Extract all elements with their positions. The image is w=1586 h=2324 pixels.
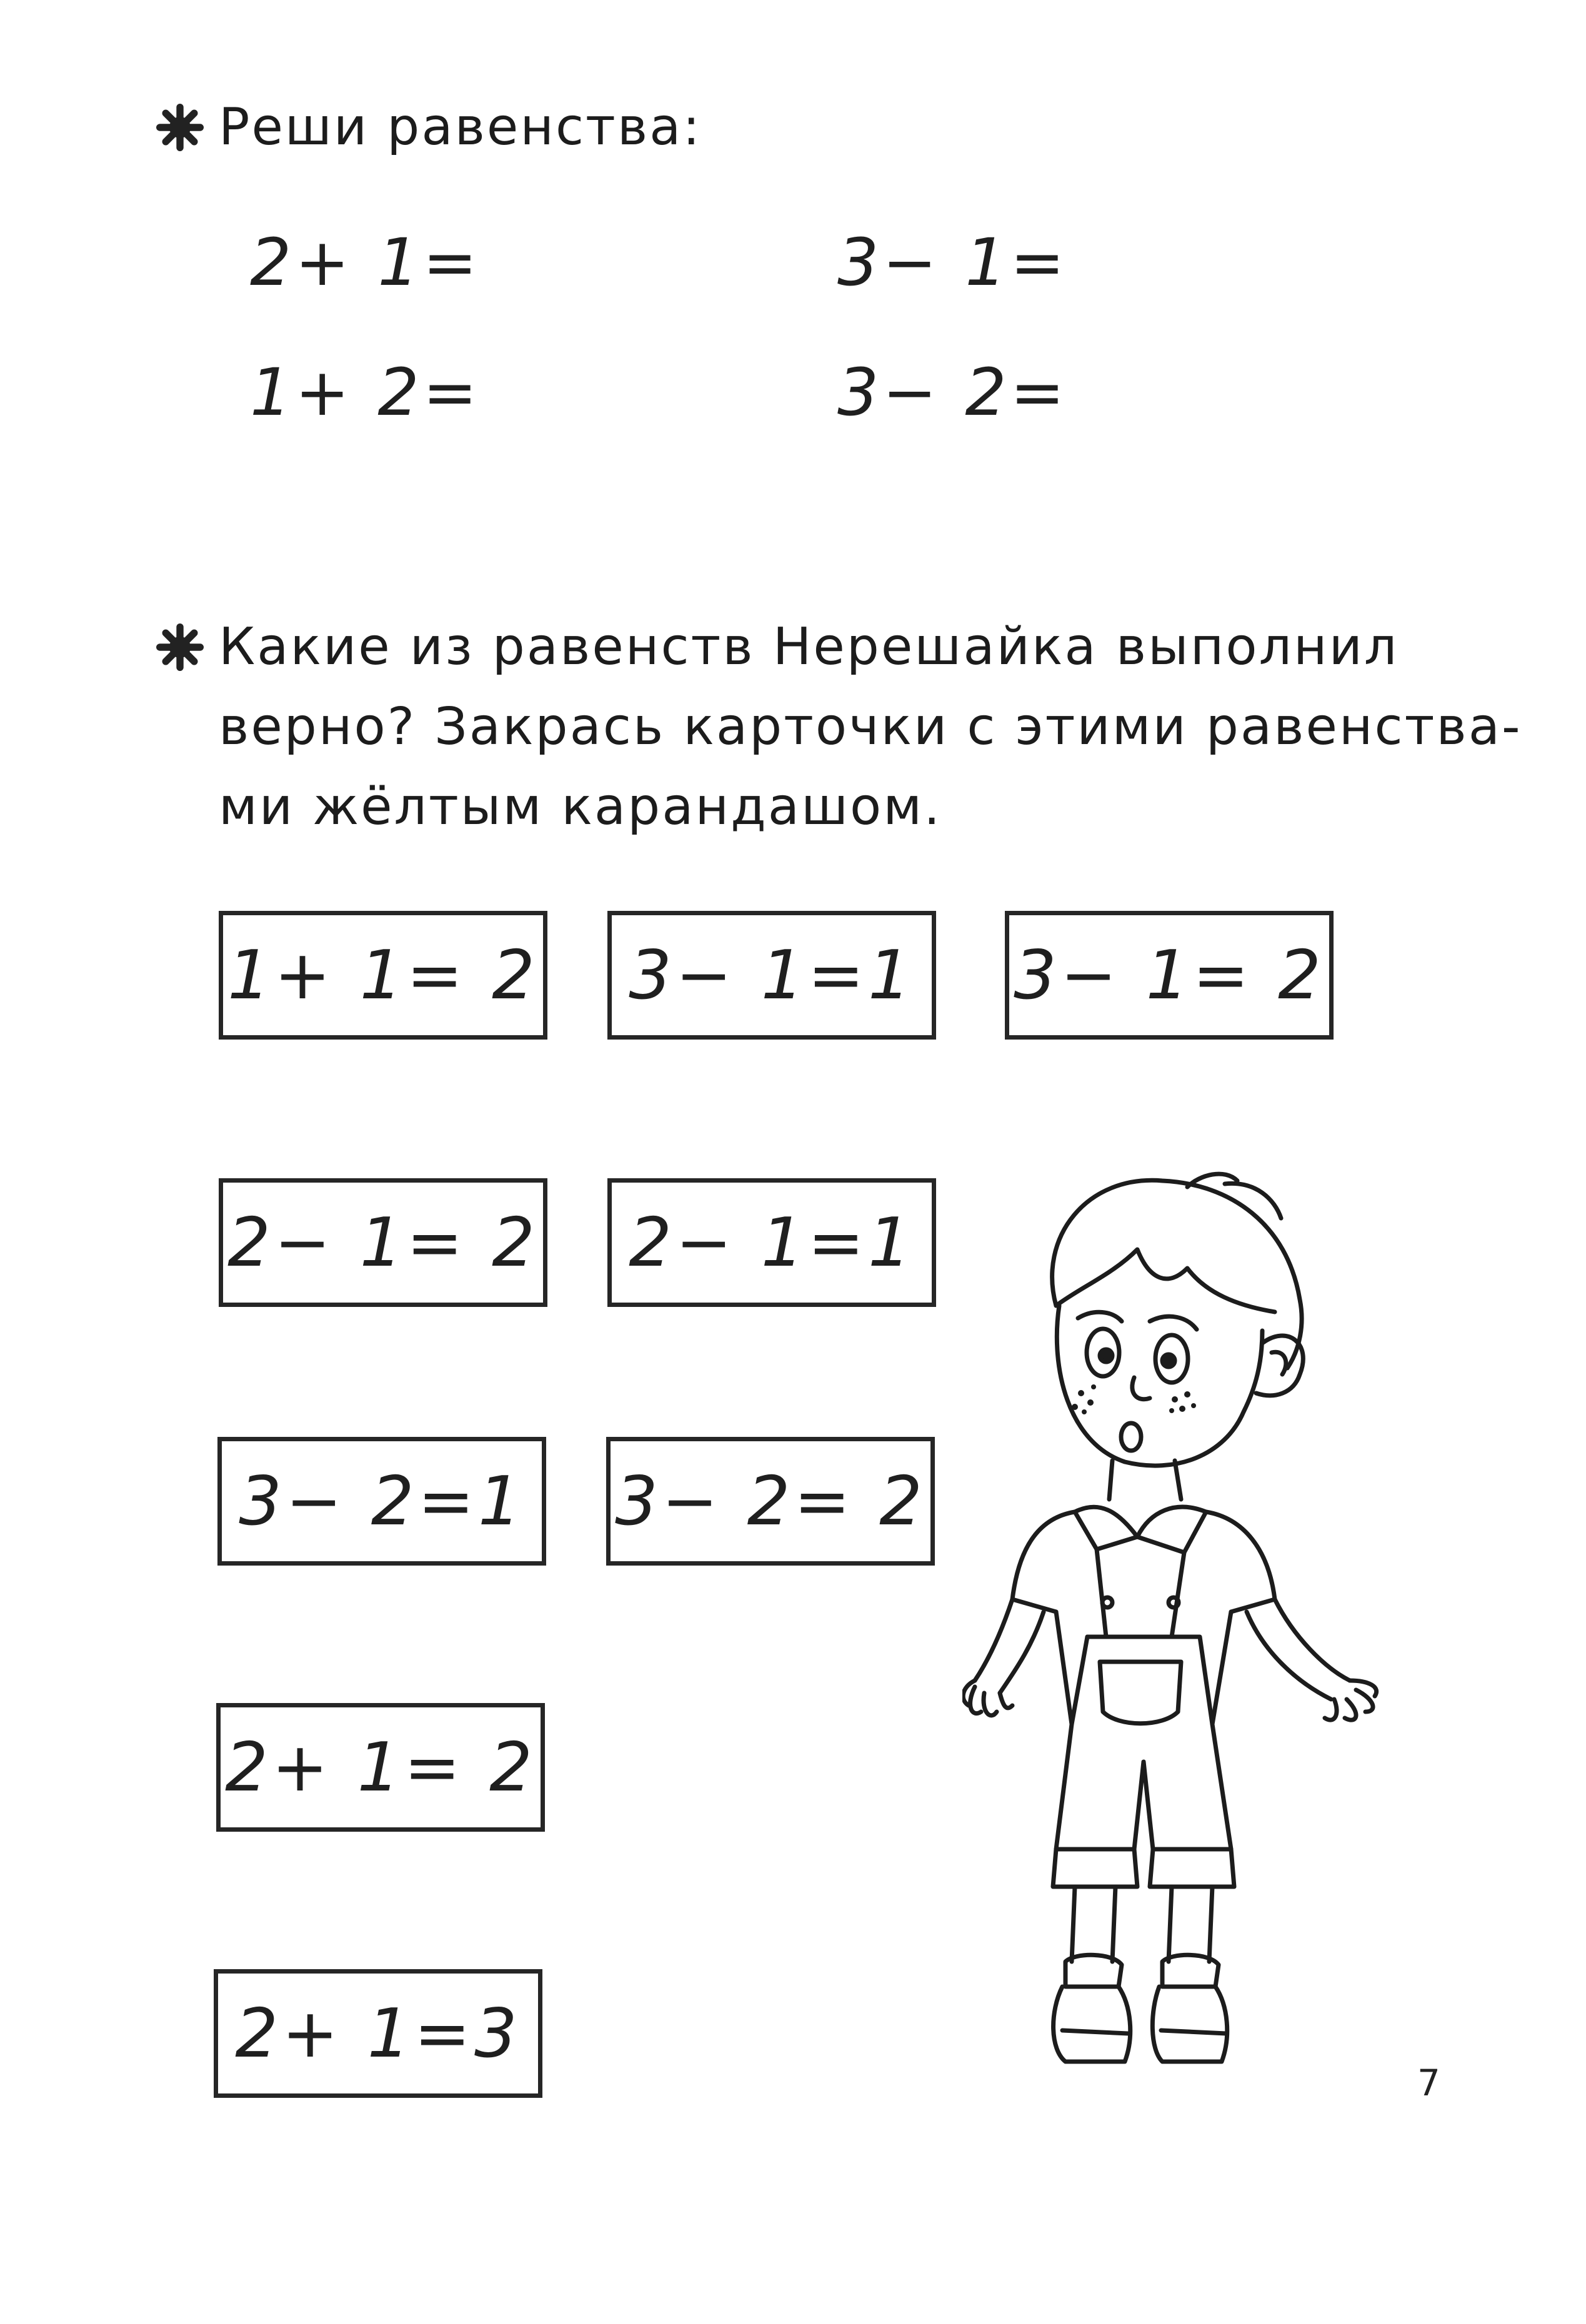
card-equation: 1+ 1= 2: [227, 936, 539, 1015]
equation-card[interactable]: [607, 1178, 936, 1307]
equation-card[interactable]: [607, 911, 936, 1040]
task-1-instruction: Реши равенства:: [219, 97, 702, 157]
task-2-instruction-line-2: верно? Закрась карточки с этими равенства-: [219, 697, 1522, 757]
card-equation: 3− 2= 2: [615, 1462, 926, 1541]
card-equation: 2+ 1= 2: [225, 1728, 536, 1807]
task-2-instruction-line-3: ми жёлтым карандашом.: [219, 777, 942, 837]
equation-card[interactable]: [219, 911, 547, 1040]
card-equation: 2− 1= 2: [227, 1203, 539, 1282]
equation-card[interactable]: [214, 1969, 542, 2098]
task-2-instruction-line-1: Какие из равенств Нерешайка выполнил: [219, 617, 1399, 677]
boy-character-icon: [962, 1162, 1462, 2112]
page-number: 7: [1417, 2062, 1440, 2104]
equation-card[interactable]: [606, 1437, 935, 1566]
card-equation: 2+ 1=3: [235, 1994, 521, 2073]
card-equation: 3− 1= 2: [1014, 936, 1325, 1015]
card-equation: 3− 2=1: [239, 1462, 525, 1541]
card-equation: 2− 1=1: [629, 1203, 915, 1282]
equation-1: 2+ 1=: [250, 224, 481, 300]
equation-card[interactable]: [216, 1703, 545, 1832]
asterisk-bullet-icon: [156, 104, 204, 151]
equation-card[interactable]: [1005, 911, 1334, 1040]
card-equation: 3− 1=1: [629, 936, 915, 1015]
equation-2: 3− 1=: [837, 224, 1069, 300]
equation-card[interactable]: [219, 1178, 547, 1307]
equation-3: 1+ 2=: [250, 354, 481, 430]
equation-4: 3− 2=: [837, 354, 1069, 430]
asterisk-bullet-icon: [156, 623, 204, 671]
equation-card[interactable]: [217, 1437, 546, 1566]
